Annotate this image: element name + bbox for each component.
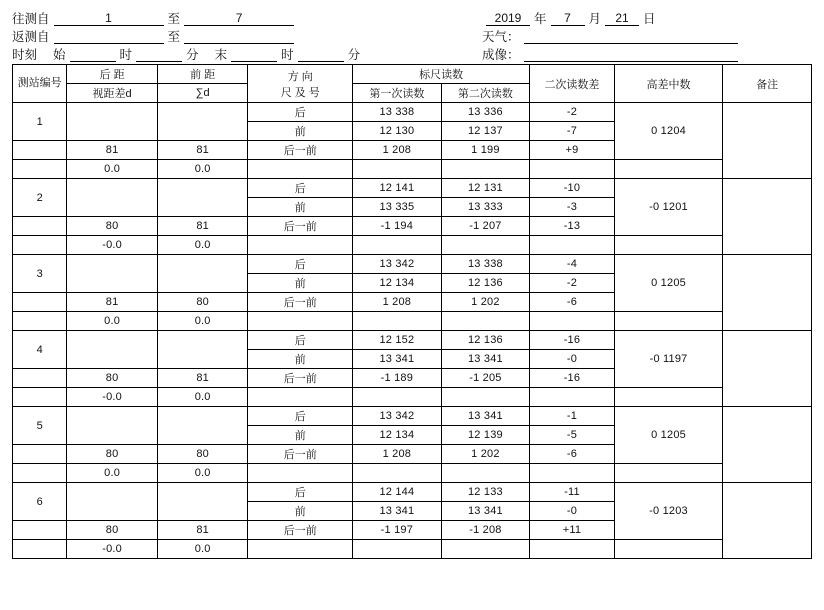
height-mean-2[interactable]: -0 1201 [614, 179, 723, 236]
first-reading-blank-3[interactable] [353, 312, 442, 331]
station-blank2-5 [13, 464, 67, 483]
station-blank-6 [13, 521, 67, 540]
header-direction [248, 65, 353, 103]
station-number-2: 2 [13, 179, 67, 217]
direction-blank-6[interactable] [248, 540, 353, 559]
table-row [13, 312, 812, 331]
second-diff-blank-6[interactable] [530, 540, 615, 559]
second-reading-back-2[interactable]: 12 131 [441, 179, 530, 198]
sight-diff-d-dec-5[interactable]: 0.0 [67, 464, 158, 483]
end-minute-unit: 分 [347, 48, 361, 62]
remark-5[interactable] [723, 407, 812, 483]
front-distance-5[interactable] [157, 407, 248, 445]
time-label: 时刻 [12, 48, 38, 62]
header-direction-line2: 尺 及 号 [280, 86, 320, 99]
header-readings: 标尺读数 [353, 65, 530, 84]
first-reading-back-1[interactable]: 13 338 [353, 103, 442, 122]
second-reading-blank-6[interactable] [441, 540, 530, 559]
first-reading-front-4[interactable]: 13 341 [353, 350, 442, 369]
first-reading-blank-5[interactable] [353, 464, 442, 483]
first-reading-back-6[interactable]: 12 144 [353, 483, 442, 502]
outbound-to-value[interactable]: 7 [184, 12, 294, 26]
sight-diff-d-5[interactable]: 80 [67, 445, 158, 464]
start-minute-unit: 分 [186, 48, 199, 62]
station-blank-3 [13, 293, 67, 312]
second-reading-back-5[interactable]: 13 341 [441, 407, 530, 426]
header-second-reading: 第二次读数 [441, 84, 530, 103]
direction-back-5[interactable]: 后 [248, 407, 353, 426]
second-diff-diff-1[interactable]: +9 [530, 141, 615, 160]
header-sum-d: ∑d [157, 84, 248, 103]
header-remark: 备注 [723, 65, 812, 103]
station-blank-2 [13, 217, 67, 236]
sum-d-dec-4[interactable]: 0.0 [157, 388, 248, 407]
weather-row [482, 26, 812, 44]
sight-diff-d-6[interactable]: 80 [67, 521, 158, 540]
station-number-6: 6 [13, 483, 67, 521]
direction-diff-1[interactable]: 后一前 [248, 141, 353, 160]
sum-d-5[interactable]: 80 [157, 445, 248, 464]
outbound-from-label: 往测自 [12, 12, 50, 26]
time-start-label: 始 [53, 48, 66, 62]
height-mean-blank-5[interactable] [614, 464, 723, 483]
remark-1[interactable] [723, 103, 812, 179]
station-blank2-6 [13, 540, 67, 559]
sum-d-dec-6[interactable]: 0.0 [157, 540, 248, 559]
front-distance-2[interactable] [157, 179, 248, 217]
date-row [482, 8, 812, 26]
height-mean-blank-4[interactable] [614, 388, 723, 407]
station-number-4: 4 [13, 331, 67, 369]
height-mean-blank-1[interactable] [614, 160, 723, 179]
sight-diff-d-dec-6[interactable]: -0.0 [67, 540, 158, 559]
date-year-unit: 年 [534, 12, 547, 26]
sum-d-dec-1[interactable]: 0.0 [157, 160, 248, 179]
direction-front-6[interactable]: 前 [248, 502, 353, 521]
table-row [13, 179, 812, 198]
second-reading-diff-4[interactable]: -1 205 [441, 369, 530, 388]
imaging-label: 成像： [482, 48, 520, 62]
second-reading-blank-3[interactable] [441, 312, 530, 331]
sum-d-2[interactable]: 81 [157, 217, 248, 236]
front-distance-3[interactable] [157, 255, 248, 293]
second-diff-diff-3[interactable]: -6 [530, 293, 615, 312]
station-blank2-2 [13, 236, 67, 255]
first-reading-back-4[interactable]: 12 152 [353, 331, 442, 350]
return-row [12, 26, 468, 44]
date-year-value[interactable]: 2019 [486, 12, 530, 26]
imaging-row [482, 44, 812, 62]
sum-d-dec-2[interactable]: 0.0 [157, 236, 248, 255]
second-diff-front-3[interactable]: -2 [530, 274, 615, 293]
height-mean-blank-2[interactable] [614, 236, 723, 255]
sum-d-4[interactable]: 81 [157, 369, 248, 388]
table-row [13, 331, 812, 350]
station-blank2-4 [13, 388, 67, 407]
second-reading-back-1[interactable]: 13 336 [441, 103, 530, 122]
table-row [13, 388, 812, 407]
sum-d-dec-3[interactable]: 0.0 [157, 312, 248, 331]
time-end-label: 末 [214, 48, 228, 62]
remark-4[interactable] [723, 331, 812, 407]
second-diff-blank-3[interactable] [530, 312, 615, 331]
second-reading-diff-2[interactable]: -1 207 [441, 217, 530, 236]
remark-2[interactable] [723, 179, 812, 255]
direction-front-3[interactable]: 前 [248, 274, 353, 293]
station-blank-4 [13, 369, 67, 388]
second-diff-back-3[interactable]: -4 [530, 255, 615, 274]
table-row [13, 103, 812, 122]
start-minute-value[interactable] [136, 61, 182, 62]
header-left-block [12, 6, 468, 64]
first-reading-front-5[interactable]: 12 134 [353, 426, 442, 445]
direction-back-1[interactable]: 后 [248, 103, 353, 122]
first-reading-front-2[interactable]: 13 335 [353, 198, 442, 217]
table-row [13, 464, 812, 483]
direction-front-1[interactable]: 前 [248, 122, 353, 141]
header-right-block [468, 6, 812, 64]
date-day-value[interactable]: 21 [605, 12, 639, 26]
second-reading-diff-6[interactable]: -1 208 [441, 521, 530, 540]
imaging-value[interactable] [524, 61, 738, 62]
station-blank2-1 [13, 160, 67, 179]
direction-blank-5[interactable] [248, 464, 353, 483]
first-reading-blank-1[interactable] [353, 160, 442, 179]
direction-front-4[interactable]: 前 [248, 350, 353, 369]
table-header-row-1 [13, 65, 812, 84]
second-diff-diff-4[interactable]: -16 [530, 369, 615, 388]
direction-diff-4[interactable]: 后一前 [248, 369, 353, 388]
header-second-diff: 二次读数差 [530, 65, 615, 103]
sight-diff-d-dec-1[interactable]: 0.0 [67, 160, 158, 179]
direction-diff-3[interactable]: 后一前 [248, 293, 353, 312]
second-diff-blank-2[interactable] [530, 236, 615, 255]
sight-diff-d-dec-3[interactable]: 0.0 [67, 312, 158, 331]
height-mean-5[interactable]: 0 1205 [614, 407, 723, 464]
header-back-distance: 后 距 [67, 65, 158, 84]
table-row [13, 483, 812, 502]
front-distance-6[interactable] [157, 483, 248, 521]
second-diff-back-4[interactable]: -16 [530, 331, 615, 350]
direction-blank-2[interactable] [248, 236, 353, 255]
sum-d-3[interactable]: 80 [157, 293, 248, 312]
sight-diff-d-dec-4[interactable]: -0.0 [67, 388, 158, 407]
first-reading-back-5[interactable]: 13 342 [353, 407, 442, 426]
return-to-value[interactable] [184, 43, 294, 44]
end-hour-value[interactable] [231, 61, 277, 62]
station-number-5: 5 [13, 407, 67, 445]
sight-diff-d-1[interactable]: 81 [67, 141, 158, 160]
second-reading-front-3[interactable]: 12 136 [441, 274, 530, 293]
front-distance-4[interactable] [157, 331, 248, 369]
direction-blank-3[interactable] [248, 312, 353, 331]
date-month-unit: 月 [588, 12, 602, 26]
second-reading-diff-1[interactable]: 1 199 [441, 141, 530, 160]
second-reading-back-6[interactable]: 12 133 [441, 483, 530, 502]
table-body [13, 103, 812, 559]
start-hour-value[interactable] [70, 61, 116, 62]
second-reading-front-5[interactable]: 12 139 [441, 426, 530, 445]
second-diff-back-6[interactable]: -11 [530, 483, 615, 502]
direction-back-2[interactable]: 后 [248, 179, 353, 198]
header-front-distance: 前 距 [157, 65, 248, 84]
return-from-value[interactable] [54, 43, 164, 44]
end-hour-unit: 时 [281, 48, 294, 62]
header-direction-line1: 方 向 [287, 70, 313, 83]
back-distance-5[interactable] [67, 407, 158, 445]
back-distance-1[interactable] [67, 103, 158, 141]
sight-diff-d-2[interactable]: 80 [67, 217, 158, 236]
second-reading-blank-5[interactable] [441, 464, 530, 483]
second-reading-front-2[interactable]: 13 333 [441, 198, 530, 217]
first-reading-front-1[interactable]: 12 130 [353, 122, 442, 141]
first-reading-blank-4[interactable] [353, 388, 442, 407]
back-distance-3[interactable] [67, 255, 158, 293]
table-row [13, 540, 812, 559]
first-reading-blank-2[interactable] [353, 236, 442, 255]
direction-diff-5[interactable]: 后一前 [248, 445, 353, 464]
second-diff-front-5[interactable]: -5 [530, 426, 615, 445]
direction-front-5[interactable]: 前 [248, 426, 353, 445]
sight-diff-d-dec-2[interactable]: -0.0 [67, 236, 158, 255]
second-diff-front-6[interactable]: -0 [530, 502, 615, 521]
first-reading-diff-4[interactable]: -1 189 [353, 369, 442, 388]
second-reading-blank-2[interactable] [441, 236, 530, 255]
first-reading-diff-5[interactable]: 1 208 [353, 445, 442, 464]
second-reading-blank-1[interactable] [441, 160, 530, 179]
direction-blank-1[interactable] [248, 160, 353, 179]
back-distance-2[interactable] [67, 179, 158, 217]
direction-back-6[interactable]: 后 [248, 483, 353, 502]
second-diff-diff-5[interactable]: -6 [530, 445, 615, 464]
station-blank-1 [13, 141, 67, 160]
outbound-to-label: 至 [167, 12, 181, 26]
second-diff-blank-4[interactable] [530, 388, 615, 407]
direction-back-4[interactable]: 后 [248, 331, 353, 350]
sight-diff-d-3[interactable]: 81 [67, 293, 158, 312]
return-from-label: 返测自 [12, 30, 50, 44]
outbound-from-value[interactable]: 1 [54, 12, 164, 26]
first-reading-back-3[interactable]: 13 342 [353, 255, 442, 274]
second-reading-front-6[interactable]: 13 341 [441, 502, 530, 521]
table-row [13, 255, 812, 274]
second-reading-diff-3[interactable]: 1 202 [441, 293, 530, 312]
direction-front-2[interactable]: 前 [248, 198, 353, 217]
first-reading-diff-6[interactable]: -1 197 [353, 521, 442, 540]
outbound-row [12, 8, 468, 26]
header-station: 测站编号 [13, 65, 67, 103]
height-mean-4[interactable]: -0 1197 [614, 331, 723, 388]
second-diff-back-5[interactable]: -1 [530, 407, 615, 426]
back-distance-6[interactable] [67, 483, 158, 521]
table-row [13, 407, 812, 426]
table-head-block [13, 65, 812, 103]
height-mean-blank-6[interactable] [614, 540, 723, 559]
sum-d-6[interactable]: 81 [157, 521, 248, 540]
header-height-mean: 高差中数 [614, 65, 723, 103]
second-reading-front-1[interactable]: 12 137 [441, 122, 530, 141]
first-reading-front-3[interactable]: 12 134 [353, 274, 442, 293]
start-hour-unit: 时 [119, 48, 133, 62]
height-mean-6[interactable]: -0 1203 [614, 483, 723, 540]
end-minute-value[interactable] [298, 61, 344, 62]
return-to-label: 至 [167, 30, 181, 44]
form-header [12, 6, 812, 64]
first-reading-back-2[interactable]: 12 141 [353, 179, 442, 198]
sum-d-1[interactable]: 81 [157, 141, 248, 160]
sum-d-dec-5[interactable]: 0.0 [157, 464, 248, 483]
direction-back-3[interactable]: 后 [248, 255, 353, 274]
second-reading-blank-4[interactable] [441, 388, 530, 407]
date-day-unit: 日 [643, 12, 656, 26]
time-row [12, 44, 468, 62]
sight-diff-d-4[interactable]: 80 [67, 369, 158, 388]
second-diff-front-1[interactable]: -7 [530, 122, 615, 141]
direction-diff-6[interactable]: 后一前 [248, 521, 353, 540]
height-mean-blank-3[interactable] [614, 312, 723, 331]
first-reading-diff-2[interactable]: -1 194 [353, 217, 442, 236]
front-distance-1[interactable] [157, 103, 248, 141]
table-row [13, 236, 812, 255]
second-reading-back-3[interactable]: 13 338 [441, 255, 530, 274]
second-diff-back-2[interactable]: -10 [530, 179, 615, 198]
first-reading-diff-1[interactable]: 1 208 [353, 141, 442, 160]
first-reading-diff-3[interactable]: 1 208 [353, 293, 442, 312]
date-month-value[interactable]: 7 [551, 12, 585, 26]
back-distance-4[interactable] [67, 331, 158, 369]
direction-diff-2[interactable]: 后一前 [248, 217, 353, 236]
table-row [13, 160, 812, 179]
leveling-record-table [12, 64, 812, 559]
height-mean-3[interactable]: 0 1205 [614, 255, 723, 312]
direction-blank-4[interactable] [248, 388, 353, 407]
second-diff-blank-5[interactable] [530, 464, 615, 483]
second-reading-diff-5[interactable]: 1 202 [441, 445, 530, 464]
station-blank-5 [13, 445, 67, 464]
second-diff-back-1[interactable]: -2 [530, 103, 615, 122]
station-blank2-3 [13, 312, 67, 331]
station-number-3: 3 [13, 255, 67, 293]
remark-6[interactable] [723, 483, 812, 559]
header-first-reading: 第一次读数 [353, 84, 442, 103]
height-mean-1[interactable]: 0 1204 [614, 103, 723, 160]
first-reading-blank-6[interactable] [353, 540, 442, 559]
second-diff-front-2[interactable]: -3 [530, 198, 615, 217]
first-reading-front-6[interactable]: 13 341 [353, 502, 442, 521]
second-reading-front-4[interactable]: 13 341 [441, 350, 530, 369]
weather-label: 天气： [482, 30, 520, 44]
second-diff-diff-6[interactable]: +11 [530, 521, 615, 540]
second-diff-blank-1[interactable] [530, 160, 615, 179]
station-number-1: 1 [13, 103, 67, 141]
remark-3[interactable] [723, 255, 812, 331]
weather-value[interactable] [524, 43, 738, 44]
second-reading-back-4[interactable]: 12 136 [441, 331, 530, 350]
header-sight-diff: 视距差d [67, 84, 158, 103]
second-diff-front-4[interactable]: -0 [530, 350, 615, 369]
second-diff-diff-2[interactable]: -13 [530, 217, 615, 236]
